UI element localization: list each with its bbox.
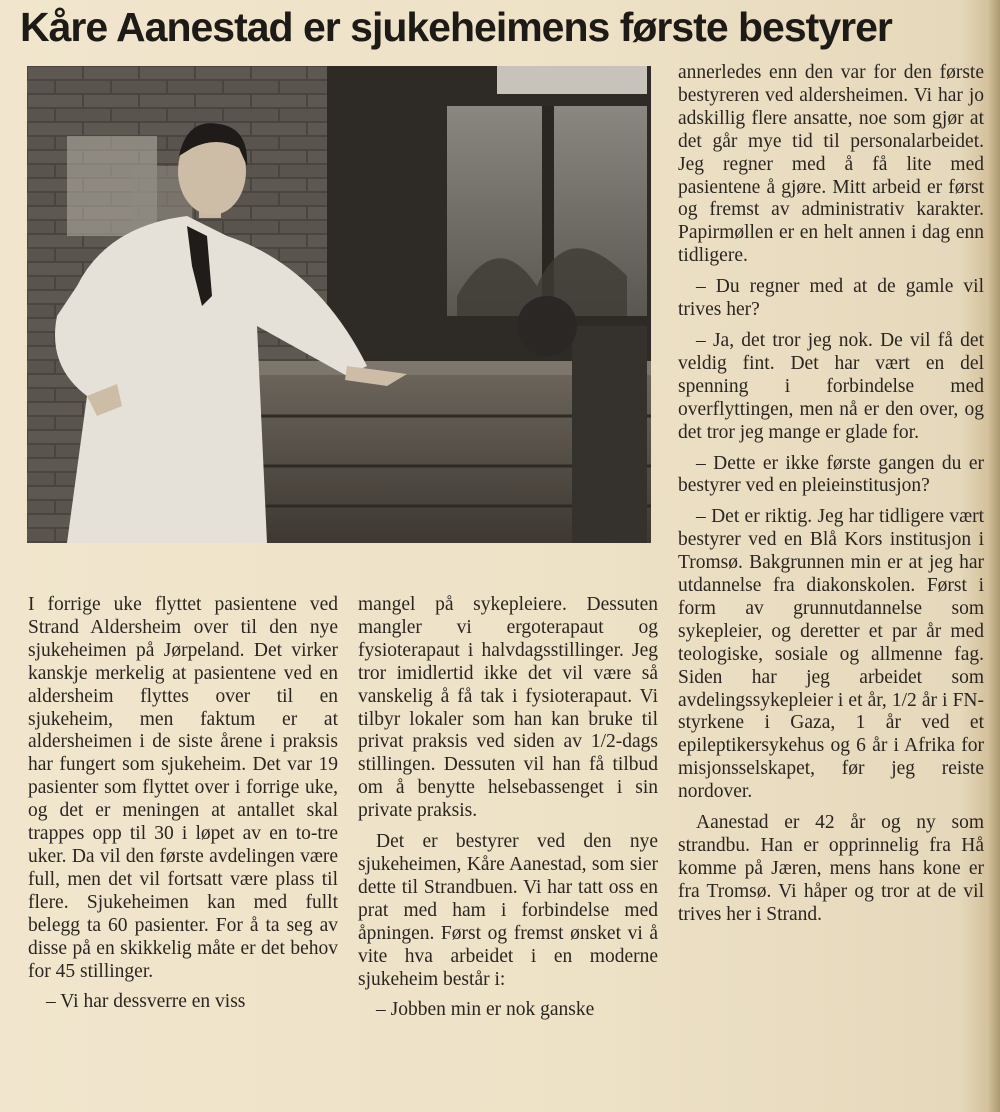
column3-paragraph-6: Aanestad er 42 år og ny som strandbu. Han er opprinnelig fra Hå komme på Jæren, mens hans kone er fra Tromsø. Vi håper og tror at de vil trives her i Strand.: [678, 812, 984, 925]
column3-paragraph-2: – Du regner med at de gamle vil trives her?: [678, 276, 984, 321]
article-column-3: [678, 62, 984, 935]
headline: Kåre Aanestad er sjukeheimens første bestyrer: [20, 4, 892, 50]
article-column-1: [28, 594, 338, 1022]
article-column-2: [358, 594, 658, 1030]
column2-paragraph-2: Det er bestyrer ved den nye sjukeheimen, Kåre Aanestad, som sier dette til Strandbuen. Vi har tatt oss en prat med ham i forbindelse med åpningen. Først og fremst ønsket vi å vite hva arbeidet i en moderne sjukeheim består i:: [358, 831, 658, 990]
column3-paragraph-4: – Dette er ikke første gangen du er bestyrer ved en pleieinstitusjon?: [678, 452, 984, 497]
column3-paragraph-5: – Det er riktig. Jeg har tidligere vært bestyrer ved en Blå Kors institusjon i Tromsø. Bakgrunnen min er at jeg har utdannelse fra diakonskolen. Først i form av grunnutdannelse som sykepleier, og deretter et par år med teologiske, sosiale og allmenne fag. Siden har jeg arbeidet som avdelingssykepleier i et år, 1/2 år i FN-styrkene i Gaza, 1 år ved et epileptikersykehus og 6 år i Afrika for misjonsselskapet, før jeg reiste nordover.: [678, 506, 984, 803]
column1-paragraph-2: – Vi har dessverre en viss: [46, 991, 246, 1013]
column2-paragraph-1: mangel på sykepleiere. Dessuten mangler vi ergoterapaut og fysioterapaut i halvdagsstillinger. Jeg tror imidlertid ikke det vil være så vanskelig å få tak i fysioterapaut. Vi tilbyr lokaler som han kan bruke til privat praksis ved siden av 1/2-dags stillingen. Dessuten vil han få tilbud om å benytte helsebassenget i sin private praksis.: [358, 594, 658, 822]
photo-portrait-icon: [27, 66, 651, 543]
column1-paragraph-1: I forrige uke flyttet pasientene ved Strand Aldersheim over til den nye sjukeheimen på Jørpeland. Det virker kanskje merkelig at pasientene ved en aldersheim flyttes over til en sjukeheim, men faktum er at aldersheimen i de siste årene i praksis har fungert som sjukeheim. Det var 19 pasienter som flyttet over i forrige uke, og det er meningen at antallet skal trappes opp til 30 i løpet av en to-tre uker. Da vil den første avdelingen være full, men det vil fortsatt være plass til flere. Sjukeheimen kan med fullt belegg ta 60 pasienter. For å ta seg av disse på en skikkelig måte er det behov for 45 stillinger.: [28, 594, 338, 982]
column3-paragraph-3: – Ja, det tror jeg nok. De vil få det veldig fint. Det har vært en del spenning i forbindelse med overflyttingen, men nå er den over, og det tror jeg mange er glade for.: [678, 329, 984, 443]
page-fold-shadow: [988, 0, 1000, 1112]
column2-paragraph-3: – Jobben min er nok ganske: [376, 999, 595, 1021]
article-photo: [27, 66, 651, 543]
column3-paragraph-1: annerledes enn den var for den første bestyreren ved aldersheimen. Vi har jo adskillig flere ansatte, noe som gjør at det går mye tid til personalarbeidet. Jeg regner med å få lite med pasientene å gjøre. Mitt arbeid er først og fremst av administrativ karakter. Papirmøllen er en helt annen i dag enn tidligere.: [678, 62, 984, 267]
